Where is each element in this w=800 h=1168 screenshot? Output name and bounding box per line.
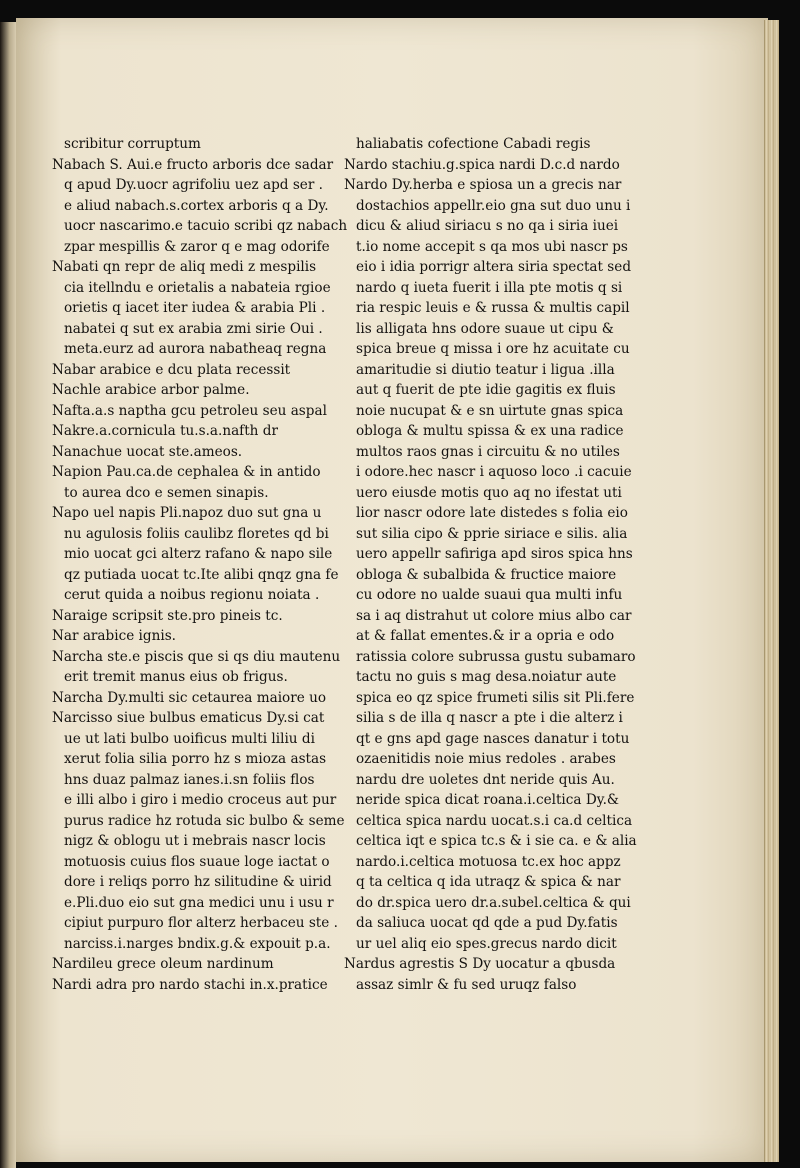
- text-line: ur uel aliq eio spes.grecus nardo dicit: [356, 935, 617, 952]
- text-line: i odore.hec nascr i aquoso loco .i cacuie: [356, 464, 632, 480]
- text-line: dostachios appellr.eio gna sut duo unu i: [356, 197, 631, 214]
- text-line: hns duaz palmaz ianes.i.sn foliis flos: [64, 771, 315, 788]
- entry-headline: Nabar arabice e dcu plata recessit: [52, 361, 291, 378]
- text-line: eio i idia porrigr altera siria spectat sed: [356, 259, 632, 275]
- entry-headline: Napion Pau.ca.de cephalea & in antido: [52, 464, 321, 480]
- text-line: obloga & subalbida & fructice maiore: [356, 566, 617, 583]
- text-line: silia s de illa q nascr a pte i die alterz i: [356, 710, 623, 726]
- entry-headline: Nachle arabice arbor palme.: [52, 382, 250, 398]
- text-line: assaz simlr & fu sed uruqz falso: [356, 976, 577, 993]
- text-line: neride spica dicat roana.i.celtica Dy.&: [356, 792, 620, 808]
- text-line: nabatei q sut ex arabia zmi sirie Oui .: [64, 320, 323, 337]
- text-line: spica eo qz spice frumeti silis sit Pli.fere: [356, 689, 635, 706]
- text-line: orietis q iacet iter iudea & arabia Pli .: [64, 300, 326, 316]
- entry-headline: Napo uel napis Pli.napoz duo sut gna u: [52, 505, 322, 521]
- text-line: e.Pli.duo eio sut gna medici unu i usu r: [64, 894, 334, 911]
- entry-headline: Naraige scripsit ste.pro pineis tc.: [52, 607, 283, 624]
- text-line: meta.eurz ad aurora nabatheaq regna: [64, 341, 327, 357]
- text-line: ratissia colore subrussa gustu subamaro: [356, 648, 636, 665]
- text-line: uocr nascarimo.e tacuio scribi qz nabach: [64, 218, 348, 234]
- entry-headline: Narcha Dy.multi sic cetaurea maiore uo: [52, 689, 327, 706]
- entry-headline: Narcisso siue bulbus ematicus Dy.si cat: [52, 710, 325, 726]
- text-line: tactu no guis s mag desa.noiatur aute: [356, 669, 617, 685]
- entry-headline: Narcha ste.e piscis que si qs diu mautenu: [52, 648, 341, 665]
- text-line: spica breue q missa i ore hz acuitate cu: [356, 341, 630, 357]
- text-line: do dr.spica uero dr.a.subel.celtica & qui: [356, 894, 631, 911]
- text-line: e illi albo i giro i medio croceus aut pur: [64, 792, 337, 808]
- text-line: sut silia cipo & pprie siriace e silis. alia: [356, 525, 628, 542]
- entry-headline: Nardo Dy.herba e spiosa un a grecis nar: [344, 177, 622, 193]
- text-line: e aliud nabach.s.cortex arboris q a Dy.: [64, 197, 329, 214]
- page-stack-edge: [764, 20, 779, 1162]
- text-line: scribitur corruptum: [64, 136, 201, 152]
- right-text-column: [344, 134, 637, 995]
- text-line: ozaenitidis noie mius redoles . arabes: [356, 751, 616, 767]
- text-line: celtica iqt e spica tc.s & i sie ca. e & alia: [356, 833, 637, 849]
- text-line: cipiut purpuro flor alterz herbaceu ste .: [64, 915, 338, 931]
- text-line: xerut folia silia porro hz s mioza astas: [64, 751, 327, 767]
- text-line: uero appellr safiriga apd siros spica hns: [356, 546, 633, 562]
- text-line: nigz & oblogu ut i mebrais nascr locis: [64, 833, 326, 849]
- text-line: da saliuca uocat qd qde a pud Dy.fatis: [356, 915, 618, 931]
- text-line: q apud Dy.uocr agrifoliu uez apd ser .: [64, 177, 323, 193]
- text-line: dicu & aliud siriacu s no qa i siria iuei: [356, 218, 619, 234]
- entry-headline: Nabach S. Aui.e fructo arboris dce sadar: [52, 156, 334, 173]
- text-line: motuosis cuius flos suaue loge iactat o: [64, 853, 330, 870]
- adjacent-page-edge: [0, 22, 16, 1168]
- text-line: celtica spica nardu uocat.s.i ca.d celtica: [356, 812, 633, 829]
- text-line: sa i aq distrahut ut colore mius albo car: [356, 607, 632, 624]
- text-line: lis alligata hns odore suaue ut cipu &: [356, 320, 614, 337]
- text-line: cia itellndu e orietalis a nabateia rgioe: [64, 279, 331, 296]
- text-line: qt e gns apd gage nasces danatur i totu: [356, 730, 630, 747]
- text-line: nardu dre uoletes dnt neride quis Au.: [356, 771, 615, 788]
- text-line: obloga & multu spissa & ex una radice: [356, 423, 624, 439]
- text-line: zpar mespillis & zaror q e mag odorife: [64, 238, 330, 255]
- entry-headline: Nardi adra pro nardo stachi in.x.pratice: [52, 976, 328, 993]
- entry-headline: Nardileu grece oleum nardinum: [52, 956, 274, 972]
- text-line: erit tremit manus eius ob frigus.: [64, 669, 288, 685]
- text-line: nu agulosis foliis caulibz floretes qd bi: [64, 525, 329, 542]
- text-line: cu odore no ualde suaui qua multi infu: [356, 587, 623, 603]
- text-line: uero eiusde motis quo aq no ifestat uti: [356, 484, 622, 501]
- text-line: haliabatis cofectione Cabadi regis: [356, 136, 591, 152]
- text-line: qz putiada uocat tc.Ite alibi qnqz gna fe: [64, 566, 339, 583]
- entry-headline: Nardo stachiu.g.spica nardi D.c.d nardo: [344, 156, 620, 173]
- left-text-column: [52, 134, 348, 995]
- entry-headline: Nafta.a.s naptha gcu petroleu seu aspal: [52, 402, 327, 419]
- text-line: dore i reliqs porro hz silitudine & uirid: [64, 874, 332, 890]
- text-line: noie nucupat & e sn uirtute gnas spica: [356, 402, 624, 419]
- text-line: to aurea dco e semen sinapis.: [64, 484, 269, 501]
- entry-headline: Nar arabice ignis.: [52, 628, 177, 644]
- text-line: q ta celtica q ida utraqz & spica & nar: [356, 874, 621, 890]
- text-line: t.io nome accepit s qa mos ubi nascr ps: [356, 238, 628, 255]
- text-line: nardo.i.celtica motuosa tc.ex hoc appz: [356, 853, 621, 870]
- text-line: lior nascr odore late distedes s folia eio: [356, 505, 628, 521]
- entry-headline: Nabati qn repr de aliq medi z mespilis: [52, 259, 317, 275]
- entry-headline: Nanachue uocat ste.ameos.: [52, 443, 243, 460]
- entry-headline: Nardus agrestis S Dy uocatur a qbusda: [344, 956, 616, 972]
- text-line: aut q fuerit de pte idie gagitis ex fluis: [356, 382, 616, 398]
- text-line: mio uocat gci alterz rafano & napo sile: [64, 546, 333, 562]
- text-line: multos raos gnas i circuitu & no utiles: [356, 443, 620, 460]
- entry-headline: Nakre.a.cornicula tu.s.a.nafth dr: [52, 423, 278, 439]
- text-line: nardo q iueta fuerit i illa pte motis q si: [356, 279, 623, 296]
- text-line: at & fallat ementes.& ir a opria e odo: [356, 628, 615, 644]
- text-line: narciss.i.narges bndix.g.& expouit p.a.: [64, 935, 331, 952]
- text-line: amaritudie si diutio teatur i ligua .illa: [356, 361, 615, 378]
- text-line: cerut quida a noibus regionu noiata .: [64, 587, 320, 603]
- text-line: purus radice hz rotuda sic bulbo & seme: [64, 812, 345, 829]
- text-line: ria respic leuis e & russa & multis capil: [356, 300, 630, 316]
- text-line: ue ut lati bulbo uoificus multi liliu di: [64, 730, 315, 747]
